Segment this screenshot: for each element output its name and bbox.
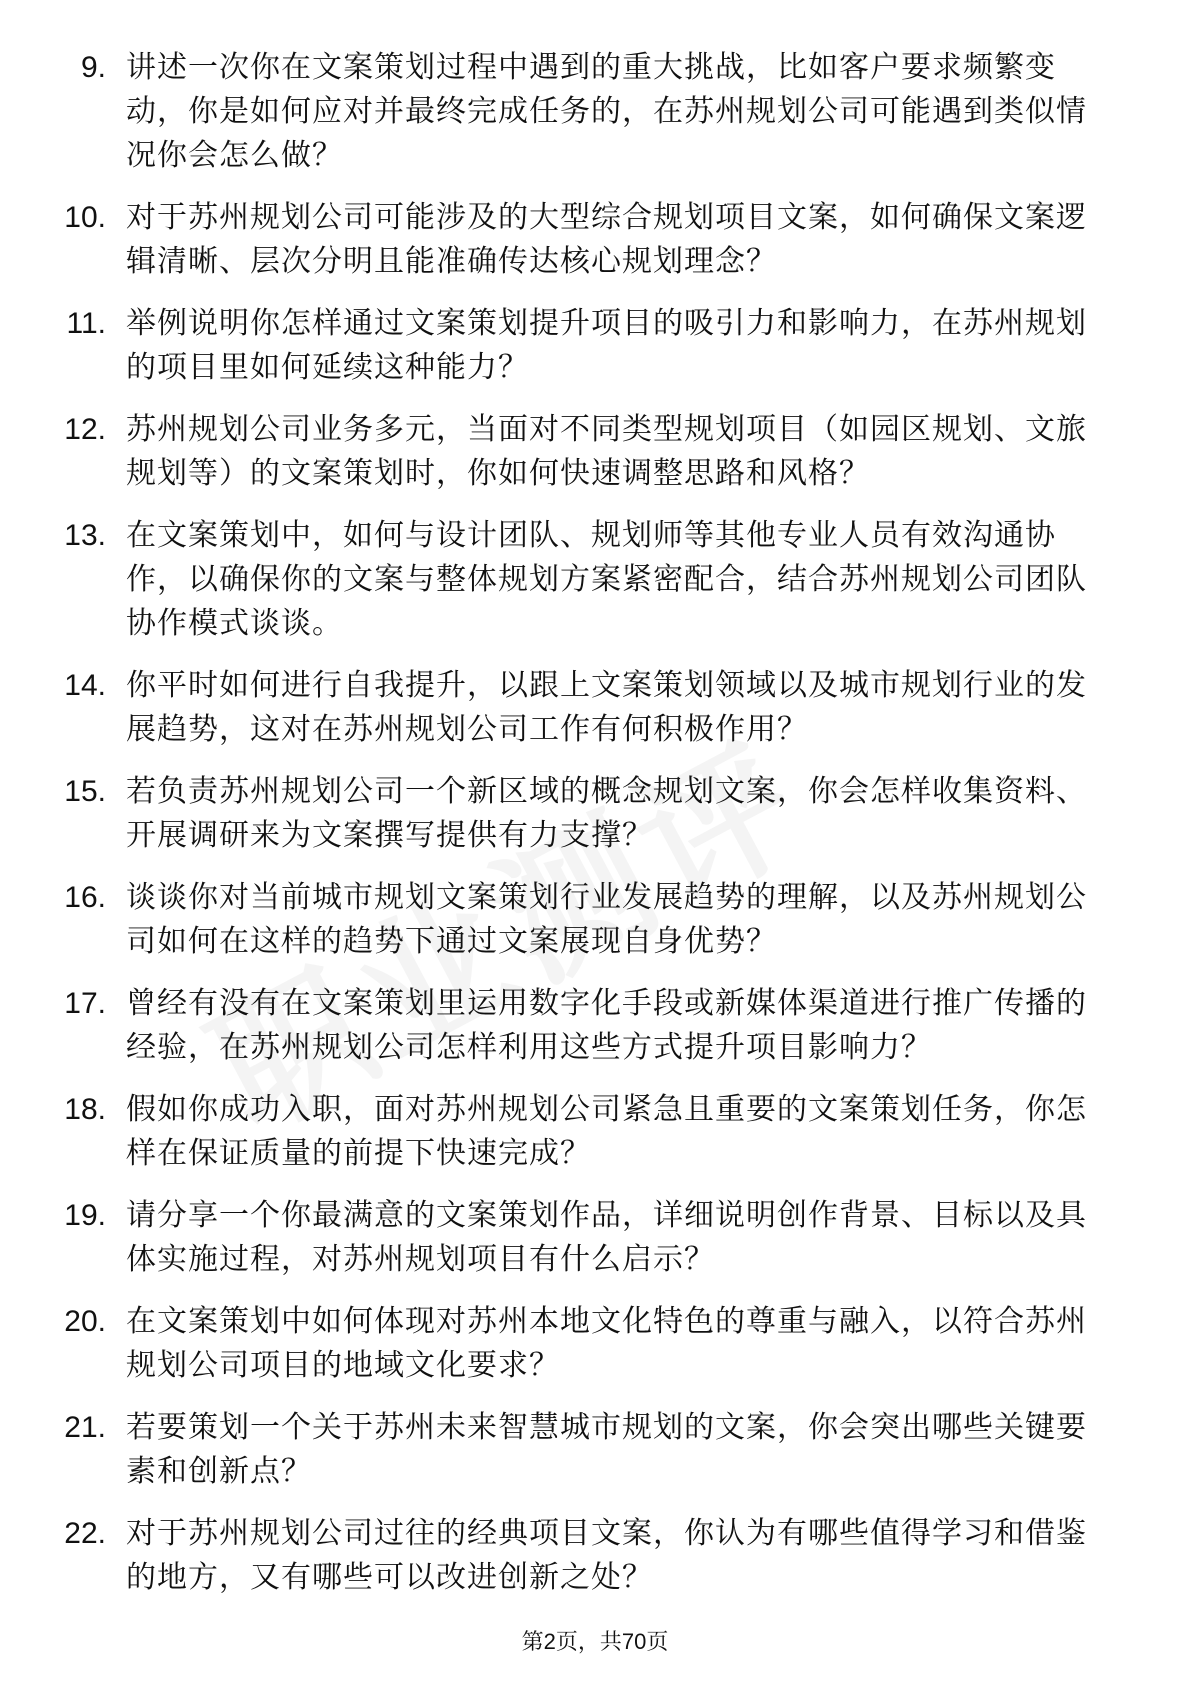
question-number: 15. [64, 775, 106, 808]
list-item [56, 1194, 1106, 1282]
question-number: 22. [64, 1517, 106, 1550]
question-list [56, 46, 1106, 1618]
question-number: 16. [64, 881, 106, 914]
question-number: 13. [64, 519, 106, 552]
question-number: 20. [64, 1305, 106, 1338]
question-number: 10. [64, 201, 106, 234]
question-number: 9. [80, 51, 106, 84]
question-text: 若负责苏州规划公司一个新区域的概念规划文案，你会怎样收集资料、开展调研来为文案撰写提供有力支撑？ [126, 774, 1087, 853]
question-text: 请分享一个你最满意的文案策划作品，详细说明创作背景、目标以及具体实施过程，对苏州规划项目有什么启示？ [126, 1198, 1087, 1277]
question-text: 你平时如何进行自我提升，以跟上文案策划领域以及城市规划行业的发展趋势，这对在苏州规划公司工作有何积极作用？ [126, 668, 1087, 747]
question-number: 19. [64, 1199, 106, 1232]
question-number: 21. [64, 1411, 106, 1444]
list-item [56, 770, 1106, 858]
list-item [56, 1406, 1106, 1494]
question-text: 苏州规划公司业务多元，当面对不同类型规划项目（如园区规划、文旅规划等）的文案策划时，你如何快速调整思路和风格？ [126, 412, 1087, 491]
question-text: 在文案策划中，如何与设计团队、规划师等其他专业人员有效沟通协作，以确保你的文案与整体规划方案紧密配合，结合苏州规划公司团队协作模式谈谈。 [126, 518, 1087, 641]
list-item [56, 408, 1106, 496]
list-item [56, 982, 1106, 1070]
question-number: 12. [64, 413, 106, 446]
list-item [56, 302, 1106, 390]
question-number: 14. [64, 669, 106, 702]
question-number: 17. [64, 987, 106, 1020]
question-text: 谈谈你对当前城市规划文案策划行业发展趋势的理解，以及苏州规划公司如何在这样的趋势下通过文案展现自身优势？ [126, 880, 1087, 959]
list-item [56, 664, 1106, 752]
list-item [56, 514, 1106, 646]
list-item [56, 1088, 1106, 1176]
list-item [56, 196, 1106, 284]
list-item [56, 1300, 1106, 1388]
question-text: 讲述一次你在文案策划过程中遇到的重大挑战，比如客户要求频繁变动，你是如何应对并最终完成任务的，在苏州规划公司可能遇到类似情况你会怎么做？ [126, 50, 1087, 173]
question-text: 若要策划一个关于苏州未来智慧城市规划的文案，你会突出哪些关键要素和创新点？ [126, 1410, 1087, 1489]
list-item [56, 876, 1106, 964]
page-footer: 第2页，共70页 [521, 1629, 669, 1654]
question-text: 在文案策划中如何体现对苏州本地文化特色的尊重与融入，以符合苏州规划公司项目的地域文化要求？ [126, 1304, 1087, 1383]
question-text: 对于苏州规划公司可能涉及的大型综合规划项目文案，如何确保文案逻辑清晰、层次分明且能准确传达核心规划理念？ [126, 200, 1087, 279]
list-item [56, 46, 1106, 178]
question-text: 举例说明你怎样通过文案策划提升项目的吸引力和影响力，在苏州规划的项目里如何延续这种能力？ [126, 306, 1087, 385]
question-text: 假如你成功入职，面对苏州规划公司紧急且重要的文案策划任务，你怎样在保证质量的前提下快速完成？ [126, 1092, 1087, 1171]
question-number: 11. [66, 307, 106, 340]
list-item [56, 1512, 1106, 1600]
question-text: 曾经有没有在文案策划里运用数字化手段或新媒体渠道进行推广传播的经验，在苏州规划公司怎样利用这些方式提升项目影响力？ [126, 986, 1087, 1065]
question-text: 对于苏州规划公司过往的经典项目文案，你认为有哪些值得学习和借鉴的地方，又有哪些可以改进创新之处？ [126, 1516, 1087, 1595]
question-number: 18. [64, 1093, 106, 1126]
